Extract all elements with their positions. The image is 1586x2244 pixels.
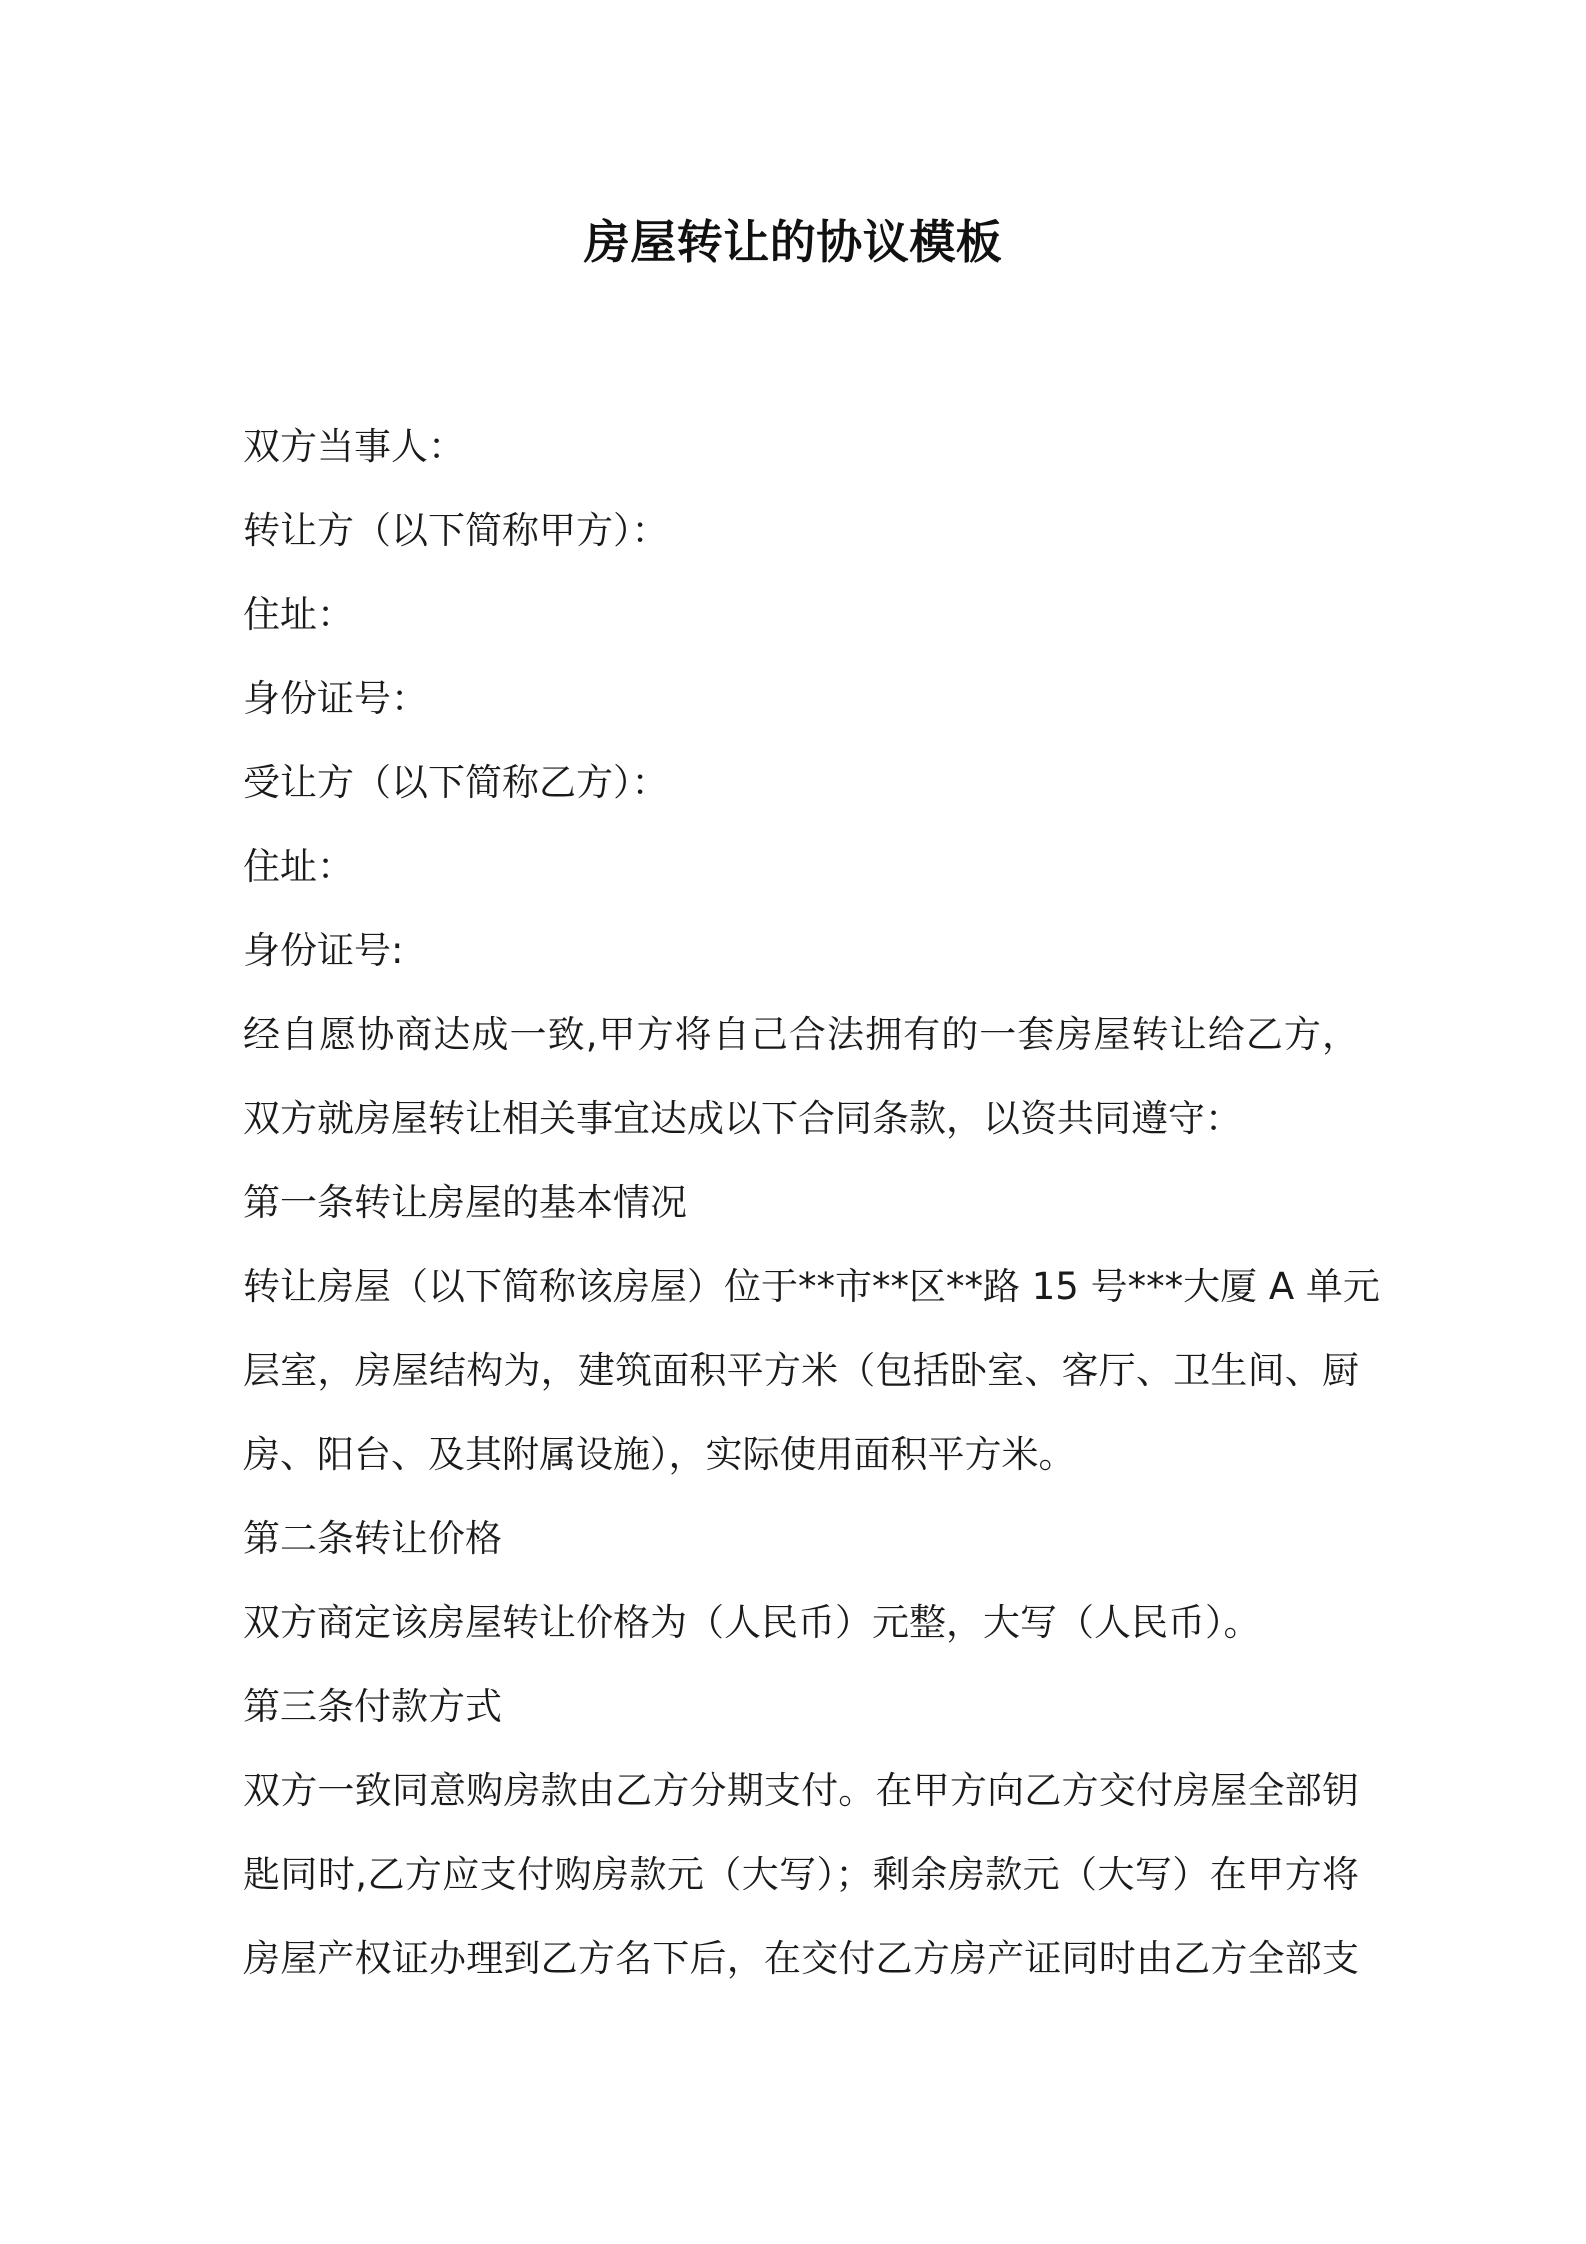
article-3-line-1: 双方一致同意购房款由乙方分期支付。在甲方向乙方交付房屋全部钥 bbox=[243, 1769, 1359, 1812]
article-1-line-3: 房、阳台、及其附属设施），实际使用面积平方米。 bbox=[243, 1433, 1076, 1476]
article-1-line-1: 转让房屋（以下简称该房屋）位于**市**区**路 15 号***大厦 A 单元 bbox=[243, 1265, 1380, 1308]
transferee-label: 受让方（以下简称乙方）： bbox=[243, 761, 669, 804]
article-3-line-2: 匙同时,乙方应支付购房款元（大写）；剩余房款元（大写）在甲方将 bbox=[243, 1853, 1359, 1896]
preamble-line-2: 双方就房屋转让相关事宜达成以下合同条款，以资共同遵守： bbox=[243, 1097, 1242, 1140]
document-title: 房屋转让的协议模板 bbox=[583, 215, 1003, 269]
article-3-line-3: 房屋产权证办理到乙方名下后，在交付乙方房产证同时由乙方全部支 bbox=[243, 1937, 1359, 1980]
preamble-line-1: 经自愿协商达成一致,甲方将自己合法拥有的一套房屋转让给乙方， bbox=[243, 1013, 1359, 1056]
parties-heading: 双方当事人： bbox=[243, 425, 465, 468]
article-3-heading: 第三条付款方式 bbox=[243, 1685, 502, 1728]
article-1-line-2: 层室，房屋结构为，建筑面积平方米（包括卧室、客厅、卫生间、厨 bbox=[243, 1349, 1359, 1392]
article-1-heading: 第一条转让房屋的基本情况 bbox=[243, 1181, 687, 1224]
transferee-id-label: 身份证号: bbox=[243, 929, 404, 972]
transferor-id-label: 身份证号： bbox=[243, 677, 428, 720]
transferor-address-label: 住址： bbox=[243, 593, 354, 636]
transferor-label: 转让方（以下简称甲方）： bbox=[243, 509, 669, 552]
transferee-address-label: 住址： bbox=[243, 845, 354, 888]
article-2-heading: 第二条转让价格 bbox=[243, 1517, 502, 1560]
article-2-line-1: 双方商定该房屋转让价格为（人民币）元整，大写（人民币）。 bbox=[243, 1601, 1261, 1644]
document-body bbox=[243, 405, 1380, 2001]
